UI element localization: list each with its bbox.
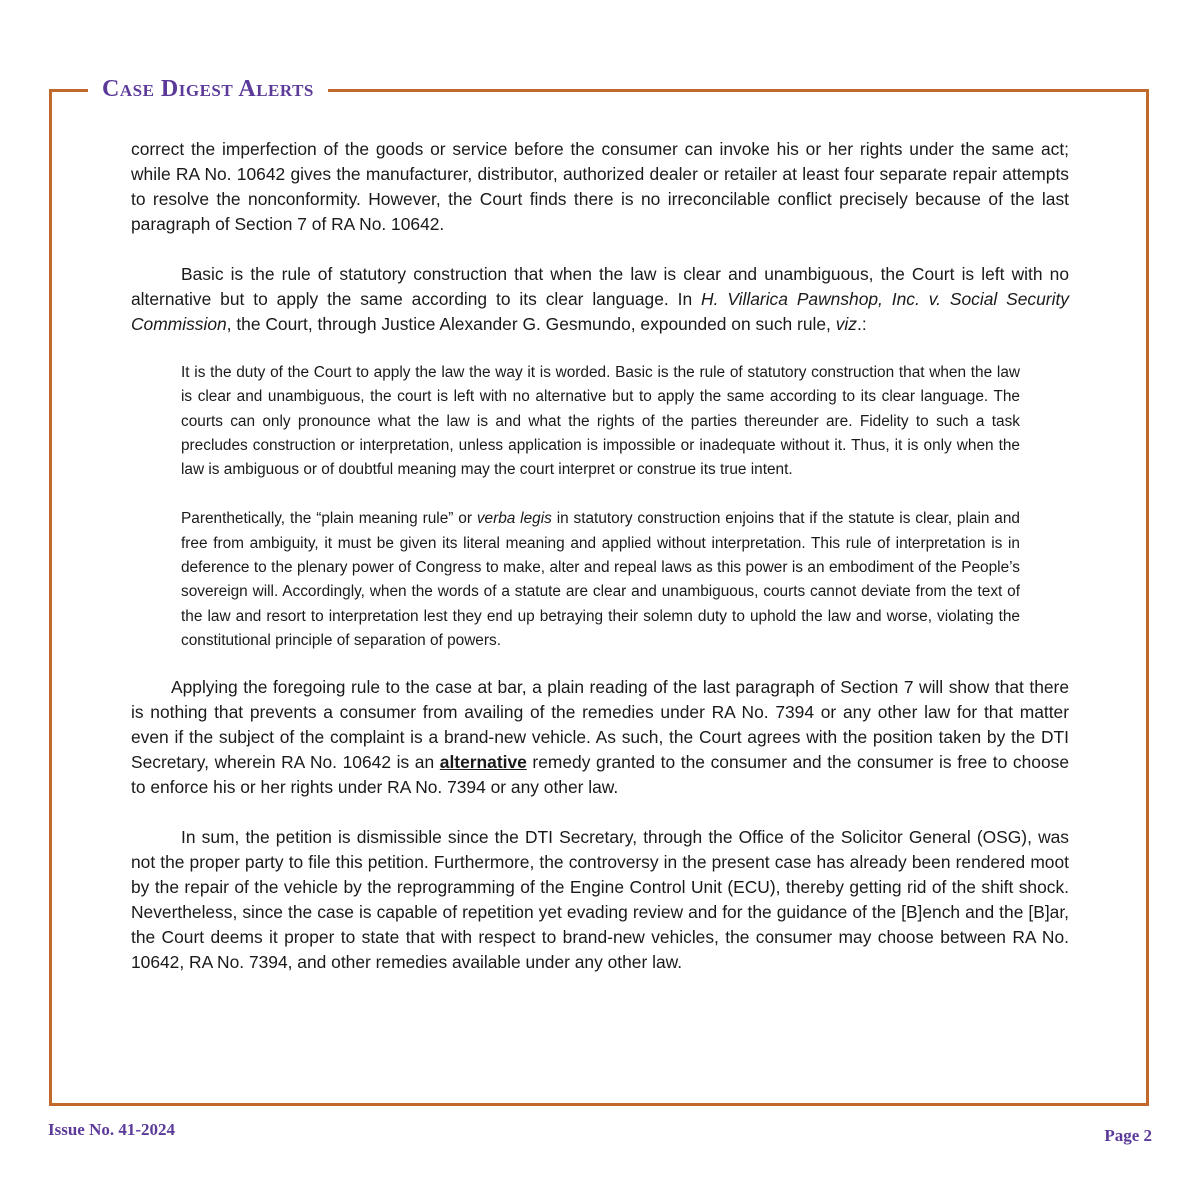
page-number: Page 2 [1104,1126,1152,1145]
block-quote-2-text-b: in statutory construction enjoins that if the statute is clear, plain and free from ambiguity, it must be given its literal meaning and applied without interpretation. This rule of interpretation is in deference to the plenary power of Congress to make, alter and repeal laws as this power is an embodiment of the People’s sovereign will. Accordingly, when the words of a statute are clear and unambiguous, courts cannot deviate from the text of the law and resort to interpretation lest they end up betraying their solemn duty to uphold the law and worse, violating the constitutional principle of separation of powers. [181,510,1020,649]
verba-legis-term: verba legis [476,510,552,528]
paragraph-1: correct the imperfection of the goods or service before the consumer can invoke his or her rights under the same act; while RA No. 10642 gives the manufacturer, distributor, authorized dealer or retailer at least four separate repair attempts to resolve the nonconformity. However, the Court finds there is no irreconcilable conflict precisely because of the last paragraph of Section 7 of RA No. 10642. [131,139,1069,234]
paragraph-3-text-b: remedy granted to the consumer and the consumer is free to choose to enforce his or her rights under RA No. 7394 or any other law. [131,752,1069,798]
paragraph-2-text-b: , the Court, through Justice Alexander G. Gesmundo, expounded on such rule, [226,314,836,334]
paragraph-2 [131,262,1069,337]
paragraph-3-text-a: Applying the foregoing rule to the case at bar, a plain reading of the last paragraph of Section 7 will show that there is nothing that prevents a consumer from availing of the remedies under RA No. 7394 or any other law for that matter even if the subject of the complaint is a brand-new vehicle. As such, the Court agrees with the position taken by the DTI Secretary, wherein RA No. 10642 is an [131,677,1069,773]
block-quote-1: It is the duty of the Court to apply the law the way it is worded. Basic is the rule of statutory construction that when the law is clear and unambiguous, the court is left with no alternative but to apply the same according to its clear language. The courts can only pronounce what the law is and what the rights of the parties thereunder are. Fidelity to such a task precludes construction or interpretation, unless application is impossible or inadequate without it. Thus, it is only when the law is ambiguous or of doubtful meaning may the court interpret or construe its true intent. [181,364,1020,479]
case-citation: H. Villarica Pawnshop, Inc. v. Social Security Commission [131,289,1069,334]
paragraph-4: In sum, the petition is dismissible since the DTI Secretary, through the Office of the Solicitor General (OSG), was not the proper party to file this petition. Furthermore, the controversy in the present case has already been rendered moot by the repair of the vehicle by the reprogramming of the Engine Control Unit (ECU), thereby getting rid of the shift shock. Nevertheless, since the case is capable of repetition yet evading review and for the guidance of the [B]ench and the [B]ar, the Court deems it proper to state that with respect to brand-new vehicles, the consumer may choose between RA No. 10642, RA No. 7394, and other remedies available under any other law. [131,827,1069,973]
paragraph-2-text-c: .: [856,314,867,334]
document-body [131,137,1069,975]
block-quote-2 [181,507,1020,653]
issue-number: Issue No. 41-2024 [48,1120,176,1139]
page-title: Case Digest Alerts [88,74,328,104]
paragraph-3 [131,675,1069,800]
paragraph-2-text-a: Basic is the rule of statutory construction that when the law is clear and unambiguous, the Court is left with no alternative but to apply the same according to its clear language. In [131,264,1069,309]
block-quote-2-text-a: Parenthetically, the “plain meaning rule” or [181,510,477,528]
viz-abbreviation: viz [835,314,857,334]
alternative-emphasis: alternative [439,752,527,773]
